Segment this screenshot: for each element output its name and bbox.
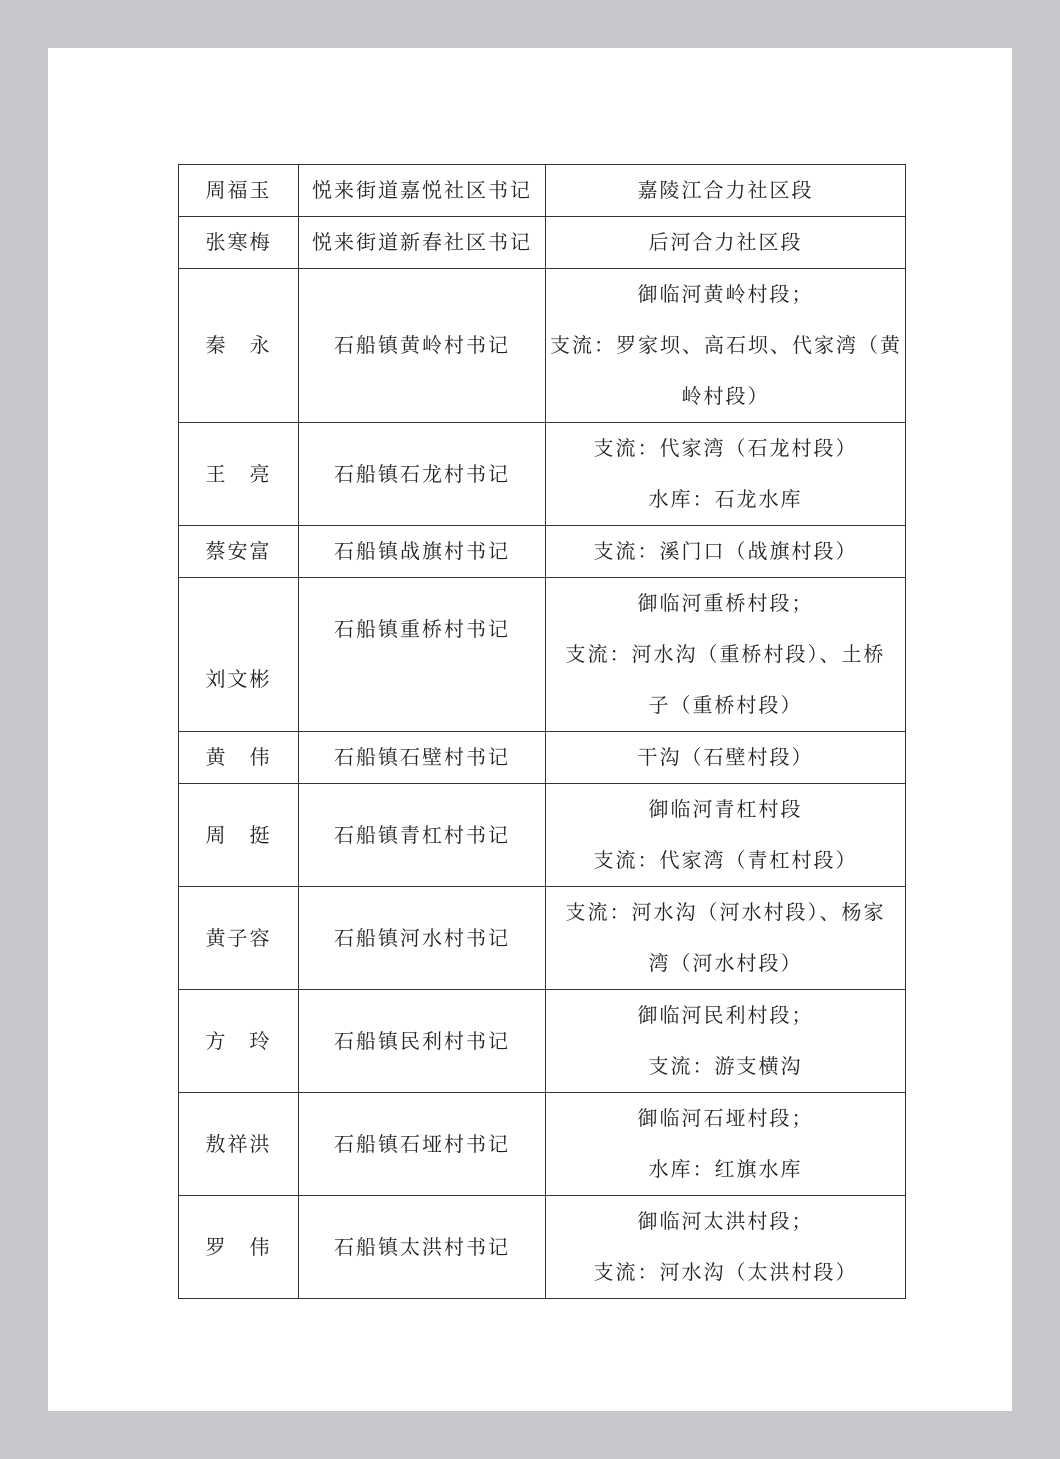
name-cell: 张寒梅 [179, 217, 299, 269]
document-page [48, 48, 1012, 1411]
section-cell: 御临河石垭村段； 水库：红旗水库 [546, 1093, 906, 1196]
table-row [179, 269, 906, 423]
section-cell: 支流：河水沟（河水村段）、杨家 湾（河水村段） [546, 887, 906, 990]
section-cell: 御临河青杠村段 支流：代家湾（青杠村段） [546, 784, 906, 887]
name-cell: 王 亮 [179, 423, 299, 526]
section-cell: 支流：代家湾（石龙村段） 水库：石龙水库 [546, 423, 906, 526]
position-cell: 石船镇石垭村书记 [299, 1093, 546, 1196]
table-row [179, 784, 906, 887]
name-cell: 蔡安富 [179, 526, 299, 578]
position-cell: 石船镇石龙村书记 [299, 423, 546, 526]
position-cell: 悦来街道新春社区书记 [299, 217, 546, 269]
table-row [179, 732, 906, 784]
position-cell: 石船镇太洪村书记 [299, 1196, 546, 1299]
position-cell: 石船镇石壁村书记 [299, 732, 546, 784]
position-cell: 石船镇黄岭村书记 [299, 269, 546, 423]
position-cell: 悦来街道嘉悦社区书记 [299, 165, 546, 217]
position-cell: 石船镇河水村书记 [299, 887, 546, 990]
section-cell: 御临河太洪村段； 支流：河水沟（太洪村段） [546, 1196, 906, 1299]
table-row [179, 1093, 906, 1196]
section-cell: 御临河黄岭村段； 支流：罗家坝、高石坝、代家湾（黄 岭村段） [546, 269, 906, 423]
table-row [179, 990, 906, 1093]
table-row [179, 423, 906, 526]
table-row [179, 165, 906, 217]
position-cell: 石船镇战旗村书记 [299, 526, 546, 578]
position-cell: 石船镇民利村书记 [299, 990, 546, 1093]
position-cell: 石船镇青杠村书记 [299, 784, 546, 887]
table-row [179, 217, 906, 269]
table-row [179, 526, 906, 578]
name-cell: 黄 伟 [179, 732, 299, 784]
section-cell: 嘉陵江合力社区段 [546, 165, 906, 217]
name-cell: 敖祥洪 [179, 1093, 299, 1196]
name-cell: 周福玉 [179, 165, 299, 217]
name-cell: 周 挺 [179, 784, 299, 887]
section-cell: 御临河民利村段； 支流：游支横沟 [546, 990, 906, 1093]
section-cell: 后河合力社区段 [546, 217, 906, 269]
name-cell: 刘文彬 [179, 578, 299, 732]
position-cell: 石船镇重桥村书记 [299, 578, 546, 732]
section-cell: 御临河重桥村段； 支流：河水沟（重桥村段）、土桥 子（重桥村段） [546, 578, 906, 732]
section-cell: 支流：溪门口（战旗村段） [546, 526, 906, 578]
name-cell: 秦 永 [179, 269, 299, 423]
name-cell: 方 玲 [179, 990, 299, 1093]
name-cell: 罗 伟 [179, 1196, 299, 1299]
table-row [179, 578, 906, 732]
section-cell: 干沟（石壁村段） [546, 732, 906, 784]
table-row [179, 1196, 906, 1299]
name-cell: 黄子容 [179, 887, 299, 990]
river-chief-table [178, 164, 906, 1299]
table-row [179, 887, 906, 990]
